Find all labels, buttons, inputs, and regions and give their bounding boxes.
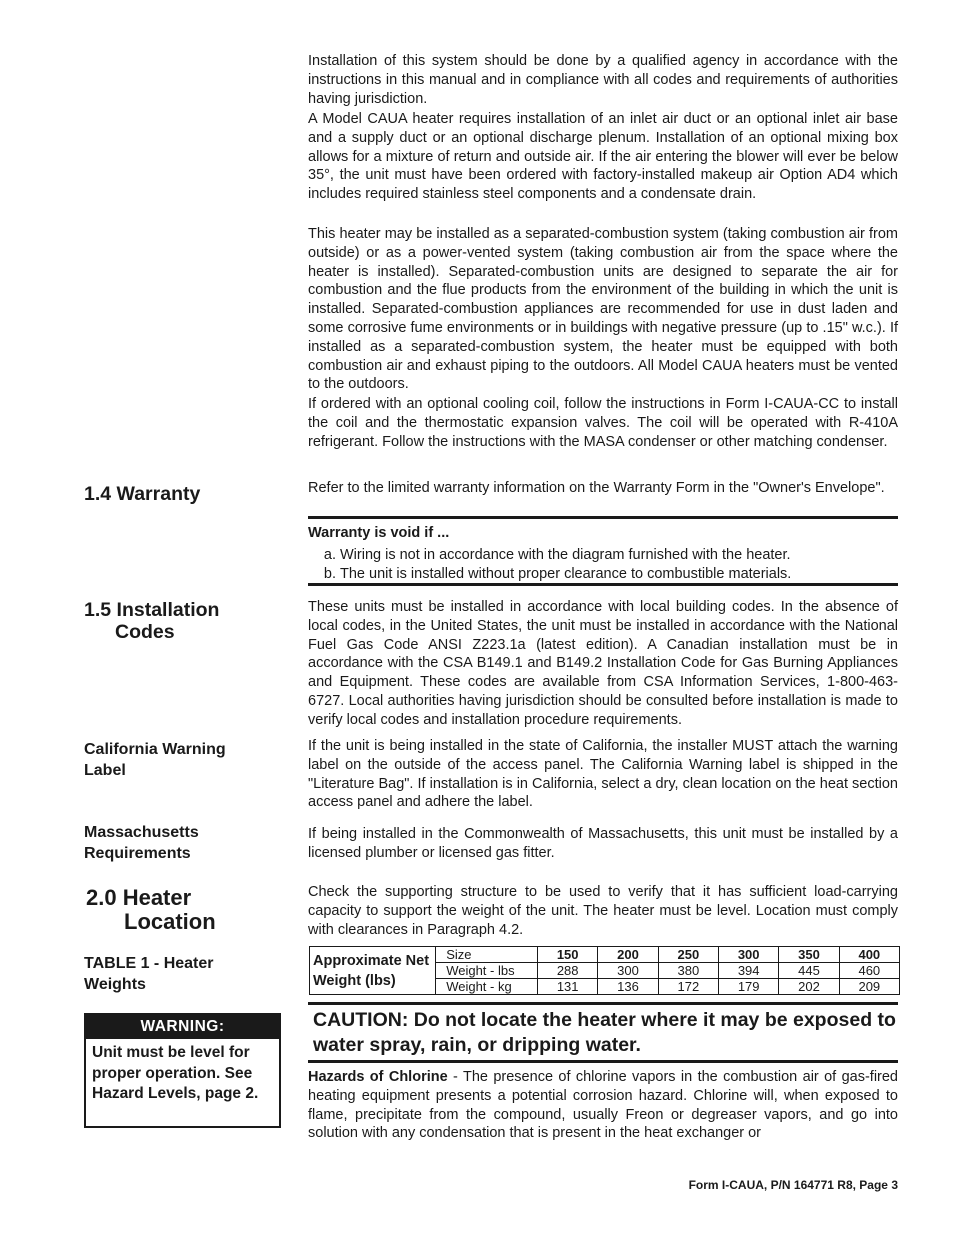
table-cell: 300 (598, 963, 658, 979)
table1-caption-line1: TABLE 1 - Heater (84, 955, 214, 972)
heater-weights-table (309, 946, 900, 995)
codes-heading-line1: 1.5 Installation (84, 599, 220, 621)
table-cell: 131 (538, 979, 598, 995)
table-cell: Size (436, 947, 538, 963)
warning-text: Unit must be level for proper operation. See Hazard Levels, page 2. (92, 1044, 259, 1102)
caution-top-rule (308, 1002, 898, 1005)
table-cell: 150 (538, 947, 598, 963)
location-heading (86, 886, 216, 934)
table1-caption-line2: Weights (84, 976, 146, 993)
chlorine-paragraph (308, 1068, 898, 1143)
list-item: b. The unit is installed without proper clearance to combustible materials. (340, 565, 898, 585)
table-cell: Weight - kg (436, 979, 538, 995)
level-warning-box (84, 1013, 281, 1128)
warranty-box-bottom-rule (308, 583, 898, 586)
table-cell: 300 (719, 947, 779, 963)
warranty-text: Refer to the limited warranty information on the Warranty Form in the "Owner's Envelope". (308, 480, 885, 496)
warranty-void-box (308, 524, 898, 585)
chlorine-lead: Hazards of Chlorine (308, 1069, 448, 1085)
massachusetts-text: If being installed in the Commonwealth of Massachusetts, this unit must be installed by a licensed plumber or licensed gas fitter. (308, 826, 898, 861)
warranty-void-list (308, 546, 898, 585)
location-heading-line1: 2.0 Heater (86, 885, 192, 910)
warranty-void-title: Warranty is void if ... (308, 525, 450, 541)
table-cell: 394 (719, 963, 779, 979)
intro-paragraph-1: Installation of this system should be done by a qualified agency in accordance with the instructions in this manual and in compliance with all codes and requirements of authorities having jurisdiction. (308, 53, 898, 107)
warning-title: WARNING: (86, 1015, 279, 1039)
table-cell: 380 (658, 963, 718, 979)
location-text: Check the supporting structure to be used to verify that it has sufficient load-carrying capacity to support the weight of the unit. The heater must be level. Location must comply with clearances in Paragraph 4.2. (308, 884, 898, 938)
intro-paragraph-3: This heater may be installed as a separated-combustion system (taking combustion air from outside) or as a power-vented system (taking combustion air from the space where the heater is installed). Separated-combustion units are designed to separate the air for combustion and the flue products from the environment of the building in which the unit is installed. Separated-combustion appliances are recommended for use in dust laden and some corrosive fume environments or in buildings with negative pressure (up to .15" w.c.). If installed as a separated-combustion system, the heater must be equipped with both combustion air and exhaust piping to the outdoors. All Model CAUA heaters must be vented to the outdoors. (308, 226, 898, 393)
table-cell: 350 (779, 947, 839, 963)
california-text: If the unit is being installed in the state of California, the installer MUST attach the warning label on the outside of the access panel. The California Warning label is shipped in the "Literature Bag". If installation is in California, select a dry, clean location on the heat section access panel and adhere the label. (308, 738, 898, 811)
table-cell: 209 (839, 979, 899, 995)
california-heading (84, 739, 226, 781)
california-heading-line2: Label (84, 762, 126, 779)
caution-text: CAUTION: Do not locate the heater where it may be exposed to water spray, rain, or dripping water. (313, 1009, 896, 1056)
massachusetts-heading (84, 822, 199, 864)
intro-paragraph-2: A Model CAUA heater requires installation of an inlet air duct or an optional inlet air base and a supply duct or an optional discharge plenum. Installation of an optional mixing box allows for a mixture of return and outside air. If the air entering the blower will ever be below 35°, the unit must have been ordered with factory-installed makeup air Option AD4 which includes required stainless steel components and a condensate drain. (308, 111, 898, 203)
location-heading-line2: Location (124, 909, 216, 934)
chlorine-text: - The presence of chlorine vapors in the combustion air of gas-fired heating equipment presents a potential corrosion hazard. Chlorine will, when exposed to flame, precipitate from the compound, usually Freon or degreaser vapors, and go into solution with any condensation that is present in the heat exchanger or (308, 1069, 899, 1142)
table-cell: 445 (779, 963, 839, 979)
table-row-label: Approximate Net Weight (lbs) (310, 947, 436, 995)
massachusetts-heading-line1: Massachusetts (84, 824, 199, 841)
table-cell: 460 (839, 963, 899, 979)
codes-heading-line2: Codes (115, 621, 175, 643)
table-cell: 136 (598, 979, 658, 995)
codes-heading (84, 599, 219, 643)
california-heading-line1: California Warning (84, 741, 226, 758)
table-cell: 200 (598, 947, 658, 963)
table-cell: 179 (719, 979, 779, 995)
massachusetts-heading-line2: Requirements (84, 845, 191, 862)
list-item: a. Wiring is not in accordance with the diagram furnished with the heater. (340, 546, 898, 566)
table-cell: 250 (658, 947, 718, 963)
table-cell: 288 (538, 963, 598, 979)
table-cell: Weight - lbs (436, 963, 538, 979)
page-footer: Form I-CAUA, P/N 164771 R8, Page 3 (688, 1178, 898, 1192)
table-cell: 172 (658, 979, 718, 995)
warranty-heading: 1.4 Warranty (84, 483, 201, 505)
table-row (310, 947, 900, 963)
caution-bottom-rule (308, 1060, 898, 1063)
table1-caption (84, 953, 214, 995)
warranty-box-top-rule (308, 516, 898, 519)
intro-paragraph-4: If ordered with an optional cooling coil, follow the instructions in Form I-CAUA-CC to install the coil and the thermostatic expansion valves. The coil will be operated with R-410A refrigerant. Follow the instructions with the MASA condenser or other matching condenser. (308, 396, 898, 450)
table-cell: 400 (839, 947, 899, 963)
table-cell: 202 (779, 979, 839, 995)
codes-text: These units must be installed in accordance with local building codes. In the absence of local codes, in the United States, the unit must be installed in accordance with the National Fuel Gas Code ANSI Z223.1a (latest edition). A Canadian installation must be in accordance with the CSA B149.1 and B149.2 Installation Code for Gas Burning Appliances and Equipment. These codes are available from CSA Information Services, 1-800-463-6727. Local authorities having jurisdiction should be consulted before installation is made to verify local codes and installation procedure requirements. (308, 599, 898, 728)
